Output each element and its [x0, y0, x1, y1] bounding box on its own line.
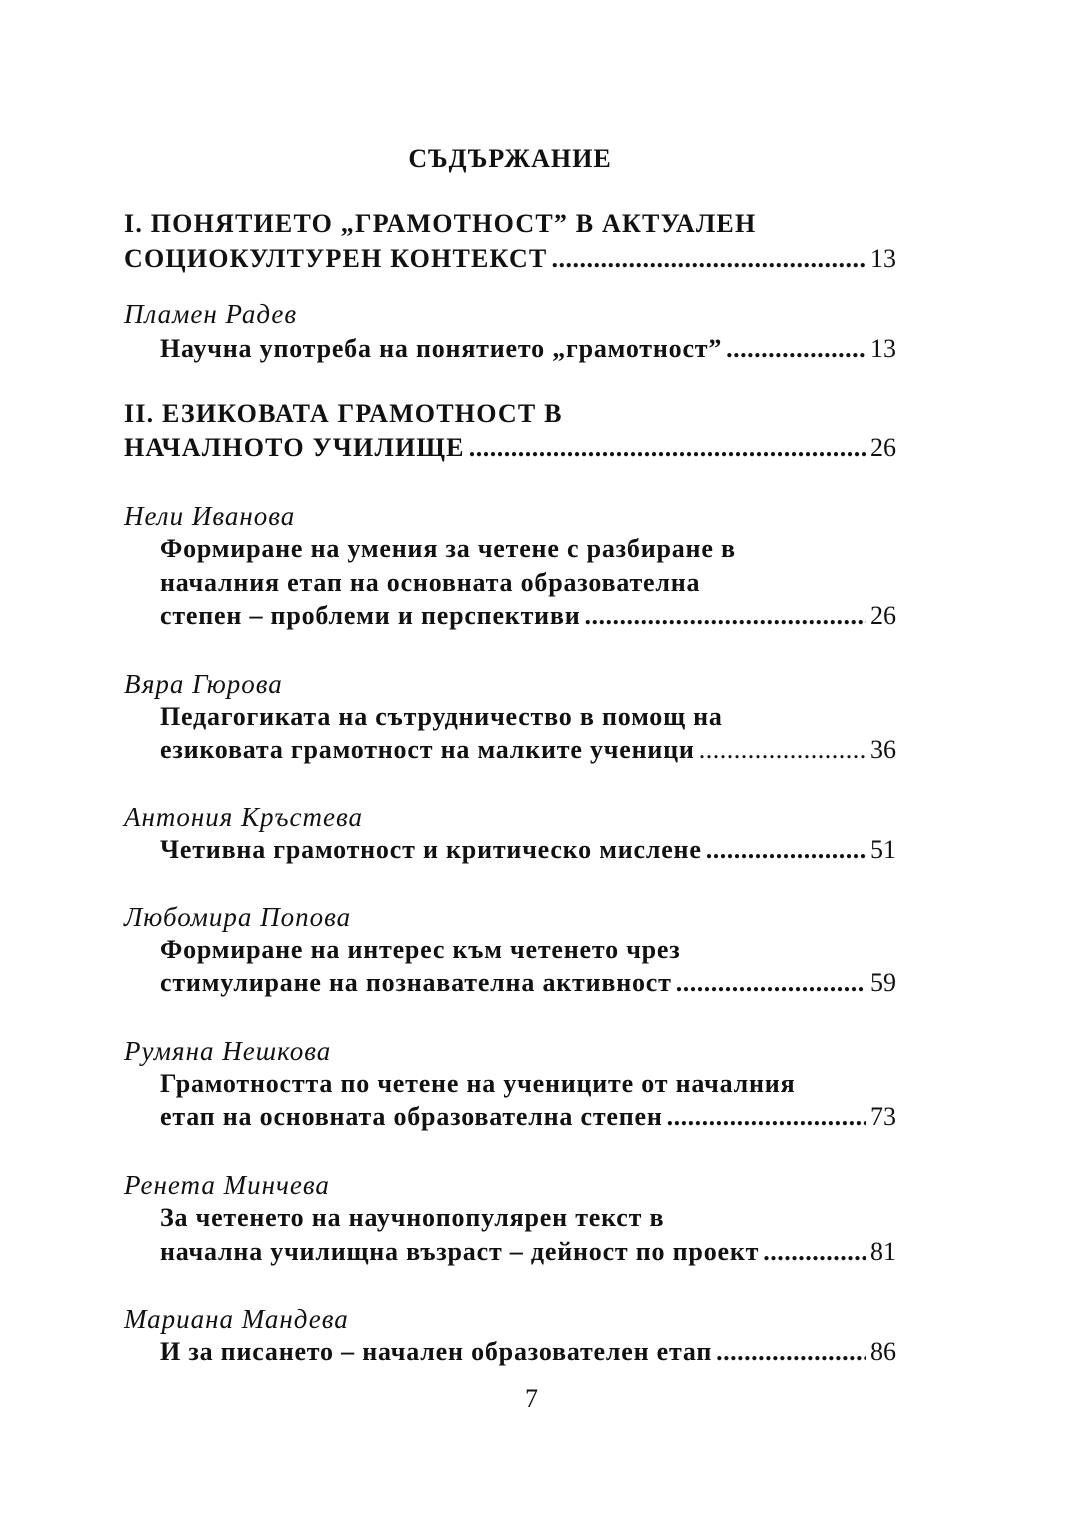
entry-4-author — [124, 800, 896, 834]
entry-2-title-text-2: началния етап на основната образователна — [160, 568, 701, 597]
entry-5-title-line-2[interactable] — [160, 966, 896, 1000]
entry-5-author-text: Любомира Попова — [124, 902, 352, 932]
entry-4-title-text-1: Четивна грамотност и критическо мислене — [160, 835, 702, 864]
dot-leader — [706, 833, 866, 867]
entry-7-author — [124, 1168, 896, 1202]
entry-6-page-number: 73 — [870, 1102, 896, 1131]
dot-leader — [699, 733, 866, 767]
entry-4-author-text: Антония Кръстева — [124, 802, 364, 832]
entry-2-author — [124, 499, 896, 533]
entry-2-title-text-3: степен – проблеми и перспективи — [160, 601, 581, 630]
page-title: СЪДЪРЖАНИЕ — [408, 144, 612, 173]
entry-2-title-line-3[interactable] — [160, 599, 896, 633]
dot-leader — [726, 332, 866, 366]
section-1-page-number: 13 — [870, 244, 896, 273]
entry-8-page-number: 86 — [870, 1337, 896, 1366]
entry-4-page-number: 51 — [870, 835, 896, 864]
entry-7-author-text: Ренета Минчева — [124, 1170, 330, 1200]
entry-2-page-number: 26 — [870, 601, 896, 630]
dot-leader — [469, 431, 866, 465]
entry-7-title-line-2[interactable] — [160, 1235, 896, 1269]
entry-3-author-text: Вяра Гюрова — [124, 669, 283, 699]
section-2-page-number: 26 — [870, 433, 896, 462]
dot-leader — [667, 1100, 866, 1134]
entry-7-title-text-1: За четенето на научнопопулярен текст в — [160, 1203, 665, 1232]
entry-6-author-text: Румяна Нешкова — [124, 1036, 332, 1066]
entry-7-title-text-2: начална училищна възраст – дейност по проект — [160, 1237, 760, 1266]
entry-2-title-text-1: Формиране на умения за четене с разбиране в — [160, 534, 736, 563]
entry-6-author — [124, 1034, 896, 1068]
entry-2-title-line-1 — [160, 532, 896, 566]
dot-leader — [716, 1335, 866, 1369]
entry-6-title-line-2[interactable] — [160, 1100, 896, 1134]
entry-1-title-text-1: Научна употреба на понятието „грамотност” — [160, 334, 723, 363]
entry-1-title-line-1[interactable] — [160, 332, 896, 366]
section-1-title-line-2[interactable] — [124, 242, 896, 276]
entry-5-title-line-1 — [160, 933, 896, 967]
section-2-title-line-1 — [124, 397, 896, 431]
dot-leader — [585, 599, 866, 633]
entry-1-author-text: Пламен Радев — [124, 299, 298, 329]
entry-5-title-text-2: стимулиране на познавателна активност — [160, 968, 672, 997]
entry-5-author — [124, 900, 896, 934]
entry-6-title-text-2: етап на основната образователна степен — [160, 1102, 663, 1131]
section-2-title-text-1: II. ЕЗИКОВАТА ГРАМОТНОСТ В — [124, 399, 563, 428]
section-2-title-text-2: НАЧАЛНОТО УЧИЛИЩЕ — [124, 433, 465, 462]
entry-8-title-line-1[interactable] — [160, 1335, 896, 1369]
entry-1-author — [124, 297, 896, 331]
entry-2-title-line-2 — [160, 566, 896, 600]
entry-7-title-line-1 — [160, 1201, 896, 1235]
dot-leader — [763, 1235, 866, 1269]
entry-5-page-number: 59 — [870, 968, 896, 997]
entry-8-title-text-1: И за писането – начален образователен етап — [160, 1337, 713, 1366]
entry-4-title-line-1[interactable] — [160, 833, 896, 867]
dot-leader — [551, 242, 866, 276]
toc-page — [124, 0, 896, 1530]
entry-6-title-text-1: Грамотността по четене на учениците от началния — [160, 1069, 796, 1098]
entry-3-page-number: 36 — [870, 735, 896, 764]
entry-8-author-text: Мариана Мандева — [124, 1304, 349, 1334]
entry-3-title-text-2: езиковата грамотност на малките ученици — [160, 735, 695, 764]
entry-1-page-number: 13 — [870, 334, 896, 363]
entry-3-title-line-2[interactable] — [160, 733, 896, 767]
entry-7-page-number: 81 — [870, 1237, 896, 1266]
entry-5-title-text-1: Формиране на интерес към четенето чрез — [160, 935, 681, 964]
page-number: 7 — [525, 1384, 538, 1413]
entry-3-title-text-1: Педагогиката на сътрудничество в помощ на — [160, 702, 723, 731]
entry-3-title-line-1 — [160, 700, 896, 734]
section-1-title-line-1 — [124, 207, 896, 241]
entry-2-author-text: Нели Иванова — [124, 501, 296, 531]
entry-8-author — [124, 1302, 896, 1336]
section-2-title-line-2[interactable] — [124, 431, 896, 465]
section-1-title-text-2: СОЦИОКУЛТУРЕН КОНТЕКСТ — [124, 244, 548, 273]
entry-6-title-line-1 — [160, 1067, 896, 1101]
entry-3-author — [124, 667, 896, 701]
section-1-title-text-1: I. ПОНЯТИЕТО „ГРАМОТНОСТ” В АКТУАЛЕН — [124, 209, 757, 238]
dot-leader — [676, 966, 866, 1000]
